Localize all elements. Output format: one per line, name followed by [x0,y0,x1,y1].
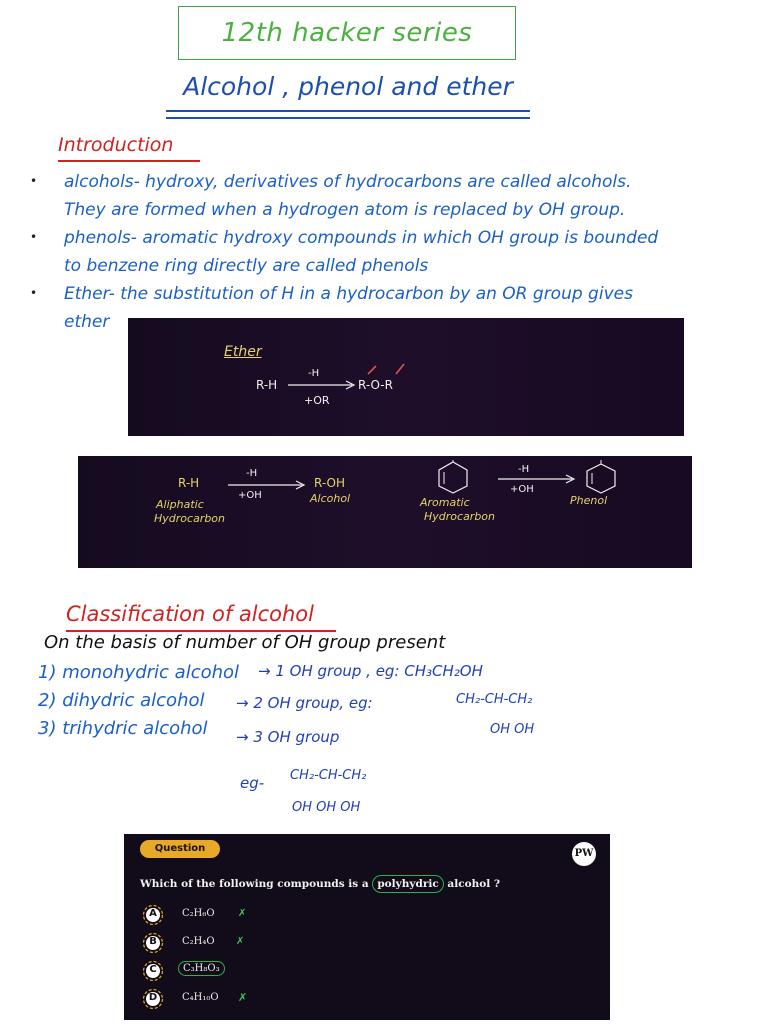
red-tick-marks-icon [360,362,420,378]
dihydric-oh-groups: OH OH [490,722,535,737]
reaction-arrow-icon [498,474,578,484]
aromatic-label-2: Hydrocarbon [424,510,496,523]
pw-logo: PW [572,842,596,866]
option-a[interactable] [138,904,338,926]
bullet-phenols-line1: phenols- aromatic hydroxy compounds in which OH group is bounded [64,228,659,248]
question-text-after: alcohol ? [443,878,501,890]
ether-product: R-O-R [358,378,393,392]
option-letter: D [148,992,158,1003]
option-letter: C [149,964,157,975]
cross-mark-icon: ✗ [236,936,245,947]
alcohol-product: R-OH [314,476,345,490]
cross-mark-icon: ✗ [238,991,248,1004]
aliphatic-label-2: Hydrocarbon [154,512,226,525]
classification-basis: On the basis of number of OH group present [44,632,446,653]
ether-label: Ether [224,344,262,360]
option-formula: C₄H₁₀O [182,992,219,1003]
option-formula: C₂H₆O [182,908,215,919]
bullet-phenols-line2: to benzene ring directly are called phenols [64,256,429,276]
question-badge: Question [140,840,220,858]
ether-reaction-panel [128,318,684,436]
arrow1-top: -H [246,468,258,479]
phenol-ring-icon [584,460,618,494]
hydroxy-reaction-panel [78,456,692,568]
option-c[interactable] [138,960,338,982]
series-title: 12th hacker series [178,6,516,60]
question-text [140,878,500,890]
question-text-circled: polyhydric [372,875,443,893]
ether-arrow-top: -H [308,368,320,379]
ether-reactant: R-H [256,378,278,392]
aliphatic-reactant: R-H [178,476,200,490]
cross-mark-icon: ✗ [238,908,247,919]
dihydric-formula: CH₂-CH-CH₂ [456,692,533,707]
reaction-arrow-icon [288,380,358,390]
page-title: Alcohol , phenol and ether [183,72,513,101]
title-underline-2 [166,117,530,119]
trihydric-eg: eg- [240,774,265,792]
ether-arrow-bottom: +OR [304,394,330,407]
reaction-arrow-icon [228,480,308,490]
arrow2-top: -H [518,464,530,475]
trihydric-oh-groups: OH OH OH [292,800,361,815]
bullet-ether-line2: ether [64,312,110,332]
question-panel [124,834,610,1020]
arrow2-bottom: +OH [510,484,534,495]
dihydric-label: 2) dihydric alcohol [38,690,205,711]
alcohol-label: Alcohol [310,492,351,505]
option-b[interactable] [138,932,338,954]
monohydric-label: 1) monohydric alcohol [38,662,240,683]
introduction-underline [58,160,200,162]
benzene-ring-icon [436,460,470,494]
bullet-dot: • [30,230,38,244]
option-letter: B [149,936,157,947]
bullet-dot: • [30,286,38,300]
title-underline-1 [166,110,530,112]
option-formula: C₃H₈O₃ [178,961,225,976]
monohydric-note: → 1 OH group , eg: CH₃CH₂OH [258,662,483,680]
aliphatic-label-1: Aliphatic [156,498,204,511]
option-d[interactable] [138,988,338,1010]
dihydric-note: → 2 OH group, eg: [236,694,373,712]
bullet-dot: • [30,174,38,188]
option-letter: A [149,908,157,919]
phenol-label: Phenol [570,494,608,507]
aromatic-label-1: Aromatic [420,496,470,509]
trihydric-note: → 3 OH group [236,728,340,746]
trihydric-label: 3) trihydric alcohol [38,718,208,739]
introduction-heading: Introduction [58,134,174,156]
trihydric-formula: CH₂-CH-CH₂ [290,768,367,783]
bullet-ether-line1: Ether- the substitution of H in a hydrocarbon by an OR group gives [64,284,633,304]
classification-heading: Classification of alcohol [66,602,314,626]
bullet-alcohols-line1: alcohols- hydroxy, derivatives of hydrocarbons are called alcohols. [64,172,632,192]
bullet-alcohols-line2: They are formed when a hydrogen atom is replaced by OH group. [64,200,626,220]
question-text-before: Which of the following compounds is a [140,878,373,890]
option-formula: C₂H₄O [182,936,215,947]
arrow1-bottom: +OH [238,490,262,501]
